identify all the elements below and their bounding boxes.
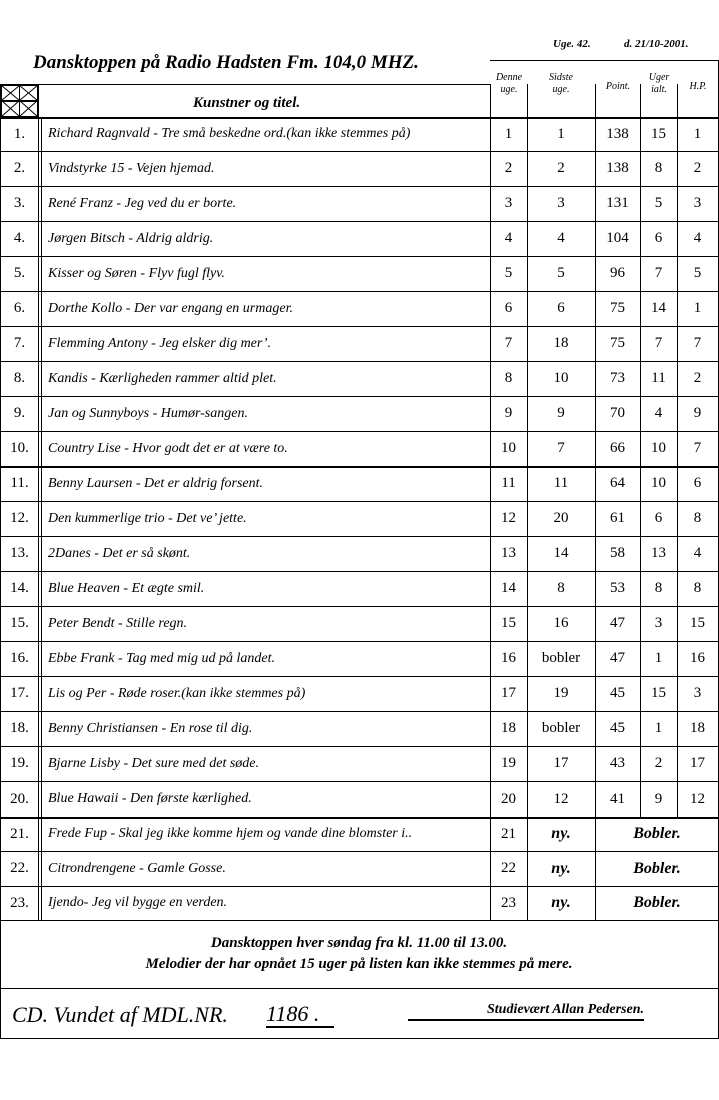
chart-points-cell: 53 — [610, 580, 625, 596]
chart-weeks-cell: 7 — [654, 335, 663, 351]
chart-this-cell: 16 — [501, 650, 516, 666]
host-name: Studievært Allan Pedersen. — [408, 1002, 644, 1021]
this-week-header-line2: uge. — [500, 84, 518, 95]
chart-this-cell: 6 — [504, 300, 513, 316]
bubble-this-cell: 21 — [501, 825, 516, 842]
header-divider — [1, 101, 38, 102]
chart-this-cell: 11 — [501, 475, 516, 491]
chart-hp-cell: 7 — [693, 440, 702, 456]
chart-weeks-cell: 10 — [651, 440, 666, 456]
chart-hp-cell: 3 — [693, 685, 702, 701]
chart-last-cell: 14 — [553, 545, 569, 561]
row-divider — [0, 851, 718, 852]
week-label: Uge. 42. — [553, 38, 591, 50]
row-divider — [0, 817, 718, 819]
chart-points-cell: 104 — [606, 230, 629, 246]
row-divider — [0, 920, 718, 921]
chart-weeks-cell: 5 — [654, 195, 663, 211]
chart-last-cell: 6 — [557, 300, 565, 316]
chart-weeks-cell: 6 — [654, 510, 663, 526]
chart-rank-cell: 12. — [10, 510, 29, 526]
chart-points-cell: 75 — [610, 335, 625, 351]
chart-title-cell: Jan og Sunnyboys - Humør-sangen. — [48, 405, 248, 421]
chart-this-cell: 4 — [504, 230, 513, 246]
chart-weeks-cell: 4 — [654, 405, 663, 421]
chart-hp-cell: 7 — [693, 335, 702, 351]
page-title: Dansktoppen på Radio Hadsten Fm. 104,0 MHZ. — [33, 52, 419, 73]
last-week-header-line1: Sidste — [549, 72, 573, 83]
hp-header: H.P. — [689, 81, 707, 92]
chart-hp-cell: 16 — [690, 650, 705, 666]
chart-title-cell: Country Lise - Hvor godt det er at være to. — [48, 440, 288, 456]
chart-title-cell: Dorthe Kollo - Der var engang en urmager. — [48, 300, 293, 316]
chart-rank-cell: 16. — [10, 650, 29, 666]
chart-title-cell: Peter Bendt - Stille regn. — [48, 615, 188, 631]
chart-points-cell: 58 — [610, 545, 625, 561]
chart-last-cell: 10 — [553, 370, 569, 386]
chart-title-cell: Den kummerlige trio - Det ve’ jette. — [48, 510, 247, 526]
chart-rank-cell: 8. — [13, 370, 26, 386]
chart-last-cell: 16 — [553, 615, 569, 631]
chart-title-cell: 2Danes - Det er så skønt. — [48, 545, 191, 561]
chart-last-cell: 8 — [557, 580, 565, 596]
chart-hp-cell: 15 — [690, 615, 705, 631]
chart-points-cell: 138 — [606, 160, 629, 176]
chart-last-cell: 9 — [557, 405, 565, 421]
chart-rank-cell: 17. — [10, 685, 29, 701]
chart-title-cell: Kandis - Kærligheden rammer altid plet. — [48, 370, 277, 386]
frame-top-right — [490, 60, 718, 61]
chart-title-cell: Flemming Antony - Jeg elsker dig mer’. — [48, 335, 272, 351]
chart-hp-cell: 6 — [693, 475, 702, 491]
chart-this-cell: 15 — [501, 615, 516, 631]
chart-title-cell: Jørgen Bitsch - Aldrig aldrig. — [48, 230, 214, 246]
chart-title-cell: Kisser og Søren - Flyv fugl flyv. — [48, 265, 225, 281]
chart-this-cell: 12 — [501, 510, 516, 526]
chart-last-cell: 5 — [557, 265, 565, 281]
chart-points-cell: 47 — [610, 615, 625, 631]
artist-title-header: Kunstner og titel. — [193, 95, 301, 111]
chart-this-cell: 3 — [504, 195, 513, 211]
chart-last-cell: bobler — [541, 720, 581, 736]
chart-this-cell: 10 — [501, 440, 516, 456]
chart-weeks-cell: 2 — [654, 755, 663, 771]
chart-this-cell: 9 — [504, 405, 513, 421]
chart-points-cell: 45 — [610, 685, 625, 701]
chart-hp-cell: 8 — [693, 510, 702, 526]
chart-points-cell: 64 — [610, 475, 625, 491]
chart-points-cell: 70 — [610, 405, 625, 421]
bubble-rank-cell: 21. — [10, 825, 29, 842]
chart-weeks-cell: 1 — [654, 720, 663, 736]
bubble-this-cell: 22 — [501, 860, 516, 876]
bubble-new-cell: ny. — [551, 894, 571, 911]
chart-weeks-cell: 15 — [651, 125, 666, 142]
chart-last-cell: 7 — [557, 440, 565, 456]
frame-bottom — [0, 1038, 718, 1039]
last-week-header-line2: uge. — [552, 84, 570, 95]
chart-last-cell: 17 — [553, 755, 569, 771]
chart-weeks-cell: 8 — [654, 580, 663, 596]
points-header: Point. — [605, 81, 631, 92]
chart-rank-cell: 11. — [10, 475, 29, 491]
chart-points-cell: 96 — [610, 265, 625, 281]
cd-winner-number: 1186 . — [266, 1002, 334, 1028]
weeks-header-line1: Uger — [648, 72, 670, 83]
row-divider — [0, 886, 718, 887]
chart-last-cell: 18 — [553, 335, 569, 351]
chart-title-cell: Vindstyrke 15 - Vejen hjemad. — [48, 160, 215, 176]
chart-points-cell: 45 — [610, 720, 625, 736]
bubble-new-cell: ny. — [551, 825, 571, 842]
chart-rank-cell: 3. — [13, 195, 26, 211]
footer-info — [0, 933, 718, 975]
chart-points-cell: 66 — [610, 440, 625, 456]
chart-title-cell: René Franz - Jeg ved du er borte. — [48, 195, 237, 211]
bubble-label-cell: Bobler. — [633, 825, 681, 842]
chart-rank-cell: 15. — [10, 615, 29, 631]
chart-rank-cell: 18. — [10, 720, 29, 736]
chart-rank-cell: 20. — [10, 790, 29, 807]
chart-hp-cell: 3 — [693, 195, 702, 211]
chart-points-cell: 43 — [610, 755, 625, 771]
last-week-header — [528, 72, 594, 96]
chart-this-cell: 7 — [504, 335, 513, 351]
chart-last-cell: 2 — [557, 160, 565, 176]
chart-hp-cell: 1 — [693, 300, 702, 316]
bubble-new-cell: ny. — [551, 859, 571, 877]
chart-last-cell: 4 — [557, 230, 565, 246]
chart-weeks-cell: 3 — [654, 615, 663, 631]
chart-last-cell: 19 — [553, 685, 569, 701]
chart-last-cell: bobler — [541, 650, 581, 666]
chart-rank-cell: 9. — [13, 405, 26, 421]
chart-hp-cell: 1 — [693, 125, 702, 142]
chart-hp-cell: 2 — [693, 370, 702, 386]
chart-points-cell: 41 — [610, 790, 625, 807]
chart-points-cell: 138 — [606, 125, 629, 142]
footer-line1: Dansktoppen hver søndag fra kl. 11.00 til 13.00. — [210, 935, 508, 951]
chart-this-cell: 8 — [504, 370, 513, 386]
chart-hp-cell: 4 — [693, 230, 702, 246]
chart-title-cell: Ebbe Frank - Tag med mig ud på landet. — [48, 650, 275, 666]
chart-points-cell: 47 — [610, 650, 625, 666]
chart-this-cell: 19 — [501, 755, 516, 771]
chart-title-cell: Bjarne Lisby - Det sure med det søde. — [48, 755, 259, 771]
chart-weeks-cell: 8 — [654, 160, 663, 176]
chart-hp-cell: 8 — [693, 580, 702, 596]
bubble-title-cell: Frede Fup - Skal jeg ikke komme hjem og vande dine blomster i.. — [48, 826, 413, 841]
this-week-header — [491, 72, 527, 96]
chart-title-cell: Benny Laursen - Det er aldrig forsent. — [48, 475, 264, 491]
weeks-header-line2: ialt. — [651, 84, 667, 95]
chart-title-cell: Benny Christiansen - En rose til dig. — [48, 720, 253, 736]
weeks-header — [641, 72, 677, 96]
chart-rank-cell: 14. — [10, 580, 29, 596]
chart-weeks-cell: 13 — [651, 545, 666, 561]
chart-title-cell: Richard Ragnvald - Tre små beskedne ord.(kan ikke stemmes på) — [48, 126, 411, 141]
chart-last-cell: 11 — [553, 475, 569, 491]
chart-weeks-cell: 9 — [654, 790, 663, 807]
chart-this-cell: 5 — [504, 265, 513, 281]
chart-points-cell: 131 — [606, 195, 629, 211]
chart-rank-cell: 6. — [13, 300, 26, 316]
bubble-rank-cell: 22. — [10, 860, 29, 876]
chart-this-cell: 14 — [501, 580, 516, 596]
chart-rank-cell: 19. — [10, 755, 29, 771]
chart-hp-cell: 9 — [693, 405, 702, 421]
chart-weeks-cell: 1 — [654, 650, 663, 666]
chart-weeks-cell: 14 — [651, 300, 666, 316]
this-week-header-line1: Denne — [495, 72, 523, 83]
column-divider — [38, 85, 39, 920]
chart-this-cell: 17 — [501, 685, 516, 701]
chart-hp-cell: 2 — [693, 160, 702, 176]
chart-weeks-cell: 6 — [654, 230, 663, 246]
date-label: d. 21/10-2001. — [624, 38, 689, 50]
chart-last-cell: 20 — [553, 510, 569, 526]
chart-points-cell: 73 — [610, 370, 625, 386]
chart-rank-cell: 4. — [13, 230, 26, 246]
chart-rank-cell: 2. — [13, 160, 26, 176]
chart-title-cell: Blue Hawaii - Den første kærlighed. — [48, 791, 252, 806]
chart-hp-cell: 12 — [690, 790, 705, 807]
bubble-title-cell: Ijendo- Jeg vil bygge en verden. — [48, 895, 228, 910]
chart-rank-cell: 5. — [13, 265, 26, 281]
bubble-label-cell: Bobler. — [633, 859, 681, 877]
chart-hp-cell: 4 — [693, 545, 702, 561]
chart-points-cell: 61 — [610, 510, 625, 526]
chart-weeks-cell: 11 — [651, 370, 666, 386]
chart-this-cell: 13 — [501, 545, 516, 561]
footer-divider — [0, 988, 718, 989]
chart-rank-cell: 7. — [13, 335, 26, 351]
chart-title-cell: Lis og Per - Røde roser.(kan ikke stemmes på) — [48, 685, 306, 701]
chart-last-cell: 12 — [553, 790, 569, 807]
chart-points-cell: 75 — [610, 300, 625, 316]
bubble-title-cell: Citrondrengene - Gamle Gosse. — [48, 860, 226, 876]
cd-winner-label: CD. Vundet af MDL.NR. — [12, 1002, 228, 1027]
chart-rank-cell: 1. — [13, 125, 26, 142]
chart-this-cell: 1 — [504, 125, 513, 142]
chart-last-cell: 1 — [557, 125, 565, 142]
chart-weeks-cell: 15 — [651, 685, 666, 701]
frame-top-left — [0, 84, 490, 85]
chart-rank-cell: 10. — [10, 440, 29, 456]
bubble-rank-cell: 23. — [10, 894, 29, 911]
chart-weeks-cell: 7 — [654, 265, 663, 281]
footer-line2: Melodier der har opnået 15 uger på listen kan ikke stemmes på mere. — [145, 956, 573, 972]
bubble-label-cell: Bobler. — [633, 894, 681, 911]
chart-this-cell: 20 — [501, 790, 516, 807]
chart-rank-cell: 13. — [10, 545, 29, 561]
chart-last-cell: 3 — [557, 195, 565, 211]
chart-title-cell: Blue Heaven - Et ægte smil. — [48, 580, 205, 596]
chart-hp-cell: 18 — [690, 720, 705, 736]
chart-hp-cell: 17 — [690, 755, 705, 771]
chart-hp-cell: 5 — [693, 265, 702, 281]
bubble-this-cell: 23 — [501, 894, 516, 911]
chart-weeks-cell: 10 — [651, 475, 666, 491]
chart-this-cell: 18 — [501, 720, 516, 736]
chart-this-cell: 2 — [504, 160, 513, 176]
